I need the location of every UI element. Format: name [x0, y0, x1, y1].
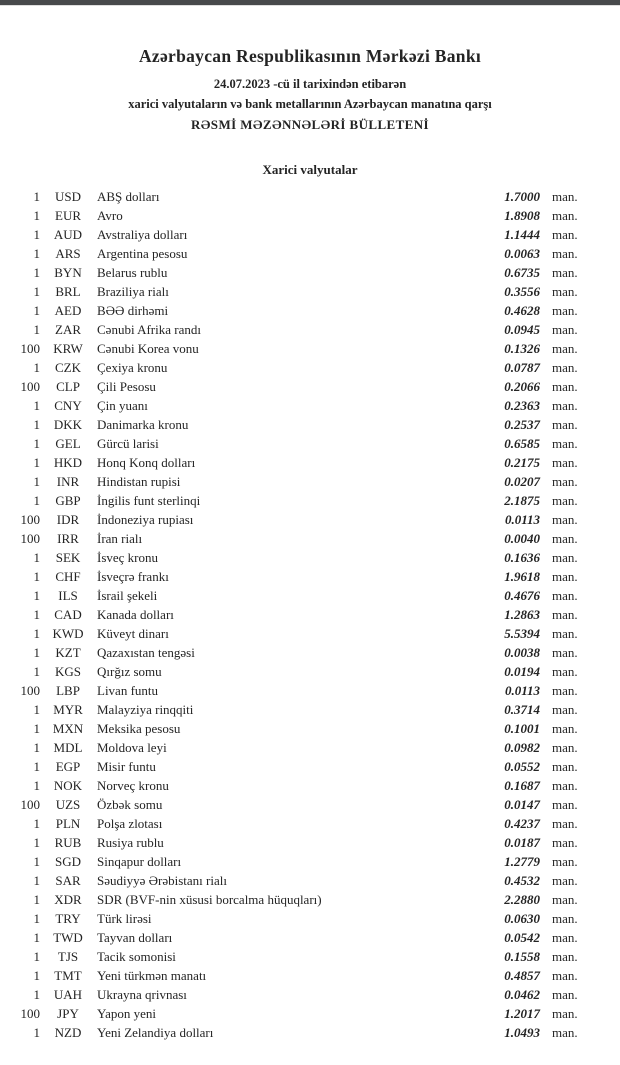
currency-name: Tayvan dolları [97, 930, 173, 945]
rate-value: 1.2017 [504, 1006, 540, 1021]
rate-value: 0.0787 [504, 360, 540, 375]
unit-label: man. [552, 493, 578, 508]
unit-label: man. [552, 284, 578, 299]
rate-value: 1.8908 [504, 208, 540, 223]
currency-name: BƏƏ dirhəmi [97, 303, 169, 318]
unit-label: man. [552, 645, 578, 660]
currency-name: İsveçrə frankı [97, 569, 169, 584]
rate-value: 0.4857 [504, 968, 540, 983]
rate-value: 0.2537 [504, 417, 540, 432]
rate-value: 0.0040 [504, 531, 540, 546]
unit-label: man. [552, 360, 578, 375]
rate-row [0, 700, 620, 719]
rate-row [0, 757, 620, 776]
currency-code: TWD [53, 930, 83, 945]
unit-label: man. [552, 987, 578, 1002]
rate-value: 0.0038 [504, 645, 540, 660]
quantity: 1 [33, 664, 40, 679]
currency-name: Moldova leyi [97, 740, 167, 755]
quantity: 1 [33, 588, 40, 603]
rate-value: 0.0194 [504, 664, 540, 679]
unit-label: man. [552, 873, 578, 888]
rate-value: 1.2779 [504, 854, 540, 869]
currency-name: SDR (BVF-nin xüsusi borcalma hüquqları) [97, 892, 322, 907]
quantity: 100 [20, 341, 40, 356]
rate-row [0, 320, 620, 339]
quantity: 1 [33, 930, 40, 945]
rate-value: 1.0493 [504, 1025, 540, 1040]
currency-name: İran rialı [97, 531, 143, 546]
currency-name: Avro [97, 208, 123, 223]
currency-name: Səudiyyə Ərəbistanı rialı [97, 873, 227, 888]
rate-row [0, 1023, 620, 1042]
quantity: 1 [33, 303, 40, 318]
rates-table [0, 187, 620, 1042]
rate-value: 0.4676 [504, 588, 540, 603]
currency-code: JPY [57, 1006, 79, 1021]
currency-name: Cənubi Korea vonu [97, 341, 199, 356]
bulletin-title: RƏSMİ MƏZƏNNƏLƏRİ BÜLLETENİ [191, 117, 429, 132]
rate-row [0, 358, 620, 377]
quantity: 1 [33, 778, 40, 793]
rate-value: 0.2363 [504, 398, 540, 413]
rate-row [0, 928, 620, 947]
quantity: 1 [33, 740, 40, 755]
currency-name: Cənubi Afrika randı [97, 322, 201, 337]
unit-label: man. [552, 569, 578, 584]
unit-label: man. [552, 892, 578, 907]
currency-code: HKD [53, 455, 83, 470]
rate-row [0, 415, 620, 434]
rate-row [0, 529, 620, 548]
currency-code: ZAR [55, 322, 81, 337]
rate-row [0, 301, 620, 320]
currency-code: SGD [54, 854, 81, 869]
rate-value: 0.0187 [504, 835, 540, 850]
quantity: 1 [33, 455, 40, 470]
unit-label: man. [552, 911, 578, 926]
currency-code: BRL [55, 284, 81, 299]
currency-code: UZS [55, 797, 81, 812]
currency-name: Misir funtu [97, 759, 156, 774]
quantity: 1 [33, 626, 40, 641]
currency-name: İngilis funt sterlinqi [97, 493, 201, 508]
rate-value: 0.0630 [504, 911, 540, 926]
unit-label: man. [552, 189, 578, 204]
quantity: 1 [33, 645, 40, 660]
currency-code: TMT [54, 968, 82, 983]
currency-code: KGS [54, 664, 81, 679]
unit-label: man. [552, 531, 578, 546]
currency-code: CAD [54, 607, 82, 622]
unit-label: man. [552, 930, 578, 945]
unit-label: man. [552, 550, 578, 565]
rate-value: 0.4532 [504, 873, 540, 888]
rate-row [0, 263, 620, 282]
currency-code: SEK [55, 550, 81, 565]
quantity: 1 [33, 322, 40, 337]
currency-name: Çexiya kronu [97, 360, 168, 375]
rate-value: 0.4237 [504, 816, 540, 831]
rate-row [0, 605, 620, 624]
currency-code: IRR [57, 531, 79, 546]
rate-value: 0.0552 [504, 759, 540, 774]
currency-code: CLP [56, 379, 80, 394]
scope-line: xarici valyutaların və bank metallarının Azərbaycan manatına qarşı [128, 97, 492, 111]
quantity: 1 [33, 493, 40, 508]
unit-label: man. [552, 341, 578, 356]
quantity: 1 [33, 360, 40, 375]
unit-label: man. [552, 740, 578, 755]
quantity: 100 [20, 379, 40, 394]
currency-code: DKK [53, 417, 83, 432]
effective-date-line: 24.07.2023 -cü il tarixindən etibarən [213, 77, 407, 91]
unit-label: man. [552, 607, 578, 622]
rate-row [0, 833, 620, 852]
unit-label: man. [552, 797, 578, 812]
currency-code: RUB [54, 835, 82, 850]
rate-value: 0.2175 [504, 455, 540, 470]
unit-label: man. [552, 436, 578, 451]
currency-name: Türk lirəsi [97, 911, 152, 926]
quantity: 1 [33, 949, 40, 964]
rate-value: 1.2863 [504, 607, 540, 622]
currency-name: İsveç kronu [97, 550, 159, 565]
currency-code: MXN [52, 721, 84, 736]
currency-code: BYN [54, 265, 82, 280]
quantity: 1 [33, 436, 40, 451]
rate-value: 0.0982 [504, 740, 540, 755]
unit-label: man. [552, 854, 578, 869]
currency-code: EUR [55, 208, 81, 223]
rate-row [0, 282, 620, 301]
currency-name: Belarus rublu [97, 265, 168, 280]
unit-label: man. [552, 949, 578, 964]
quantity: 1 [33, 474, 40, 489]
currency-code: ARS [55, 246, 81, 261]
rate-row [0, 643, 620, 662]
rate-row [0, 719, 620, 738]
currency-code: NZD [54, 1025, 82, 1040]
rate-row [0, 871, 620, 890]
currency-code: ILS [58, 588, 78, 603]
currency-name: Yapon yeni [97, 1006, 156, 1021]
unit-label: man. [552, 721, 578, 736]
currency-code: TJS [57, 949, 79, 964]
rate-row [0, 567, 620, 586]
currency-code: CHF [55, 569, 81, 584]
currency-name: Meksika pesosu [97, 721, 181, 736]
currency-code: TRY [55, 911, 81, 926]
rate-row [0, 814, 620, 833]
currency-name: Gürcü larisi [97, 436, 159, 451]
currency-name: Hindistan rupisi [97, 474, 181, 489]
unit-label: man. [552, 702, 578, 717]
unit-label: man. [552, 1025, 578, 1040]
bank-name-title: Azərbaycan Respublikasının Mərkəzi Bankı [138, 46, 482, 66]
quantity: 1 [33, 1025, 40, 1040]
currency-code: PLN [55, 816, 81, 831]
unit-label: man. [552, 512, 578, 527]
quantity: 1 [33, 968, 40, 983]
quantity: 1 [33, 265, 40, 280]
unit-label: man. [552, 246, 578, 261]
rate-row [0, 206, 620, 225]
quantity: 1 [33, 417, 40, 432]
quantity: 100 [20, 797, 40, 812]
currency-code: UAH [53, 987, 83, 1002]
currency-code: USD [54, 189, 81, 204]
currency-name: Argentina pesosu [97, 246, 188, 261]
unit-label: man. [552, 778, 578, 793]
currency-code: INR [56, 474, 80, 489]
quantity: 1 [33, 208, 40, 223]
rate-value: 0.4628 [504, 303, 540, 318]
currency-name: ABŞ dolları [97, 189, 160, 204]
unit-label: man. [552, 455, 578, 470]
currency-name: Qırğız somu [97, 664, 162, 679]
rate-value: 0.1687 [504, 778, 540, 793]
unit-label: man. [552, 474, 578, 489]
currency-name: Norveç kronu [97, 778, 169, 793]
currency-code: GBP [55, 493, 81, 508]
quantity: 1 [33, 759, 40, 774]
quantity: 1 [33, 550, 40, 565]
quantity: 1 [33, 702, 40, 717]
currency-name: İndoneziya rupiası [97, 512, 194, 527]
rate-value: 0.1326 [504, 341, 540, 356]
rate-row [0, 586, 620, 605]
rate-row [0, 225, 620, 244]
rate-row [0, 491, 620, 510]
quantity: 1 [33, 398, 40, 413]
rate-row [0, 890, 620, 909]
unit-label: man. [552, 664, 578, 679]
quantity: 1 [33, 721, 40, 736]
currency-code: KZT [55, 645, 81, 660]
currency-name: Malayziya rinqqiti [97, 702, 194, 717]
rate-value: 0.0113 [504, 512, 540, 527]
currency-name: Sinqapur dolları [97, 854, 182, 869]
currency-code: IDR [56, 512, 80, 527]
rate-value: 0.1001 [504, 721, 540, 736]
quantity: 1 [33, 246, 40, 261]
rate-row [0, 852, 620, 871]
unit-label: man. [552, 398, 578, 413]
quantity: 1 [33, 607, 40, 622]
quantity: 1 [33, 835, 40, 850]
quantity: 1 [33, 987, 40, 1002]
currency-code: CZK [55, 360, 81, 375]
currency-name: Ukrayna qrivnası [97, 987, 187, 1002]
rate-row [0, 396, 620, 415]
rate-row [0, 377, 620, 396]
rate-value: 0.2066 [504, 379, 540, 394]
unit-label: man. [552, 208, 578, 223]
unit-label: man. [552, 626, 578, 641]
unit-label: man. [552, 303, 578, 318]
rate-row [0, 472, 620, 491]
rate-row [0, 966, 620, 985]
currency-code: KWD [52, 626, 84, 641]
section-title-foreign-currencies: Xarici valyutalar [262, 162, 358, 177]
rate-value: 0.0462 [504, 987, 540, 1002]
rate-row [0, 244, 620, 263]
currency-code: AED [54, 303, 82, 318]
currency-name: Qazaxıstan tengəsi [97, 645, 195, 660]
quantity: 1 [33, 892, 40, 907]
rate-value: 0.0207 [504, 474, 540, 489]
quantity: 100 [20, 512, 40, 527]
rate-value: 1.9618 [504, 569, 540, 584]
quantity: 1 [33, 569, 40, 584]
rate-value: 0.0945 [504, 322, 540, 337]
quantity: 100 [20, 683, 40, 698]
rate-value: 0.6735 [504, 265, 540, 280]
quantity: 1 [33, 189, 40, 204]
rate-value: 0.0113 [504, 683, 540, 698]
rate-value: 1.7000 [504, 189, 540, 204]
rate-value: 0.0063 [504, 246, 540, 261]
rate-row [0, 339, 620, 358]
currency-name: Yeni türkmən manatı [97, 968, 207, 983]
rate-row [0, 624, 620, 643]
currency-name: Rusiya rublu [97, 835, 164, 850]
currency-code: GEL [55, 436, 81, 451]
currency-code: LBP [56, 683, 80, 698]
rate-row [0, 453, 620, 472]
currency-name: Honq Konq dolları [97, 455, 196, 470]
rate-value: 5.5394 [504, 626, 540, 641]
rate-value: 0.3714 [504, 702, 540, 717]
unit-label: man. [552, 265, 578, 280]
currency-name: Avstraliya dolları [97, 227, 188, 242]
unit-label: man. [552, 683, 578, 698]
currency-code: XDR [54, 892, 82, 907]
quantity: 1 [33, 284, 40, 299]
unit-label: man. [552, 759, 578, 774]
rate-value: 2.2880 [504, 892, 540, 907]
currency-code: MYR [53, 702, 83, 717]
unit-label: man. [552, 835, 578, 850]
rate-row [0, 947, 620, 966]
top-bar [0, 0, 620, 6]
currency-name: Yeni Zelandiya dolları [97, 1025, 214, 1040]
rate-value: 0.1558 [504, 949, 540, 964]
quantity: 100 [20, 531, 40, 546]
rate-row [0, 681, 620, 700]
rate-value: 0.0542 [504, 930, 540, 945]
currency-name: Tacik somonisi [97, 949, 176, 964]
currency-name: Küveyt dinarı [97, 626, 169, 641]
rate-row [0, 187, 620, 206]
currency-code: EGP [55, 759, 81, 774]
currency-name: Polşa zlotası [97, 816, 163, 831]
rate-row [0, 985, 620, 1004]
rate-row [0, 434, 620, 453]
currency-code: KRW [53, 341, 83, 356]
unit-label: man. [552, 379, 578, 394]
currency-name: Çili Pesosu [97, 379, 156, 394]
currency-name: İsrail şekeli [97, 588, 158, 603]
currency-code: AUD [53, 227, 83, 242]
rate-row [0, 548, 620, 567]
rate-row [0, 776, 620, 795]
currency-name: Danimarka kronu [97, 417, 189, 432]
unit-label: man. [552, 417, 578, 432]
rate-row [0, 738, 620, 757]
quantity: 1 [33, 227, 40, 242]
rate-value: 0.3556 [504, 284, 540, 299]
rate-row [0, 510, 620, 529]
currency-code: SAR [55, 873, 81, 888]
rate-value: 0.0147 [504, 797, 540, 812]
unit-label: man. [552, 588, 578, 603]
unit-label: man. [552, 322, 578, 337]
quantity: 1 [33, 854, 40, 869]
currency-code: MDL [53, 740, 83, 755]
currency-code: NOK [53, 778, 83, 793]
currency-name: Çin yuanı [97, 398, 148, 413]
rate-value: 1.1444 [504, 227, 540, 242]
rate-row [0, 1004, 620, 1023]
quantity: 1 [33, 873, 40, 888]
unit-label: man. [552, 968, 578, 983]
rate-row [0, 909, 620, 928]
quantity: 1 [33, 911, 40, 926]
quantity: 1 [33, 816, 40, 831]
currency-code: CNY [54, 398, 82, 413]
rate-row [0, 795, 620, 814]
unit-label: man. [552, 816, 578, 831]
rate-row [0, 662, 620, 681]
rate-value: 2.1875 [504, 493, 540, 508]
currency-name: Livan funtu [97, 683, 159, 698]
rate-value: 0.6585 [504, 436, 540, 451]
currency-name: Özbək somu [97, 797, 163, 812]
currency-name: Braziliya rialı [97, 284, 169, 299]
rate-value: 0.1636 [504, 550, 540, 565]
unit-label: man. [552, 1006, 578, 1021]
currency-name: Kanada dolları [97, 607, 174, 622]
unit-label: man. [552, 227, 578, 242]
quantity: 100 [20, 1006, 40, 1021]
